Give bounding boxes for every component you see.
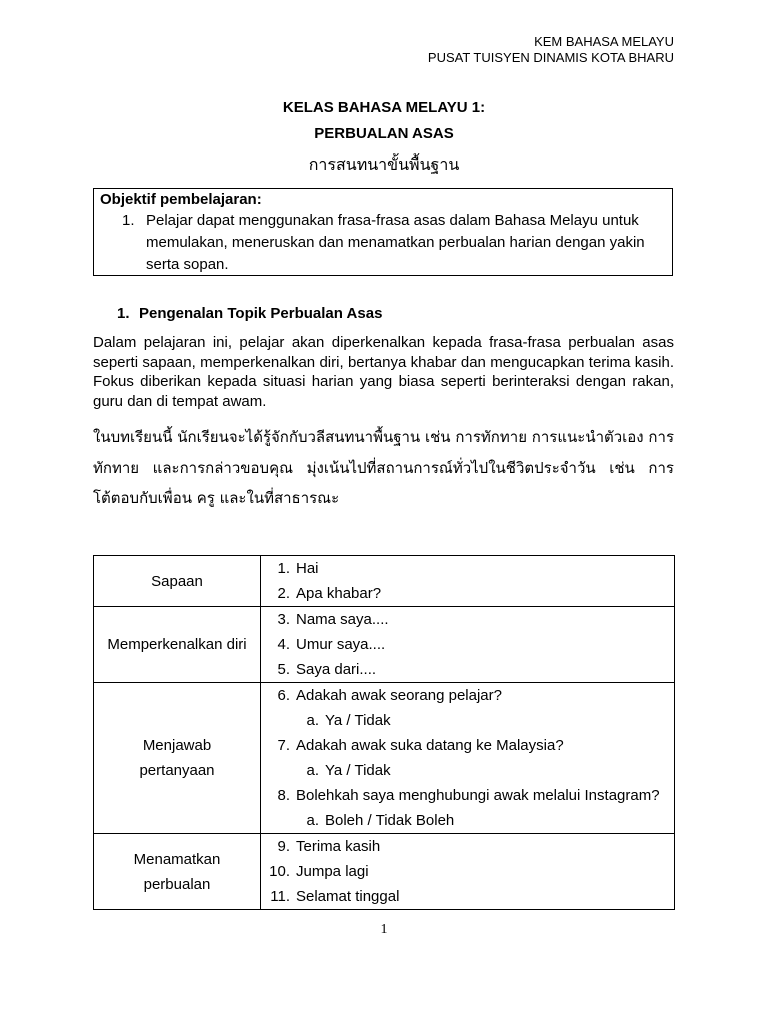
phrase-item — [261, 783, 674, 808]
item-text: Boleh / Tidak Boleh — [325, 812, 455, 829]
page-number: 1 — [380, 922, 388, 937]
phrase-item — [261, 683, 674, 708]
item-number: a. — [306, 762, 319, 779]
item-number: a. — [306, 812, 319, 829]
table-row — [94, 607, 675, 683]
item-number: 10. — [269, 863, 290, 880]
section-heading — [117, 305, 382, 322]
table-row — [94, 834, 675, 910]
phrase-item — [261, 859, 674, 884]
item-number: 7. — [277, 737, 290, 754]
phrases-cell — [261, 556, 675, 607]
phrase-item — [261, 733, 674, 758]
thai-intro-paragraph: ในบทเรียนนี้ นักเรียนจะได้รู้จักกับวลีสนทนาพื้นฐาน เช่น การทักทาย การแนะนำตัวเอง การทักทาย และการกล่าวขอบคุณ มุ่งเน้นไปที่สถานการณ์ทั่วไปในชีวิตประจำวัน เช่น การโต้ตอบกับเพื่อน ครู และในที่สาธารณะ — [93, 428, 674, 507]
item-text: Nama saya.... — [296, 611, 389, 628]
item-text: Apa khabar? — [296, 585, 382, 602]
document-header — [428, 34, 674, 66]
item-text: Saya dari.... — [296, 661, 377, 678]
item-text: Terima kasih — [296, 838, 381, 855]
answer-item — [261, 758, 674, 783]
item-number: 9. — [277, 838, 290, 855]
item-text: Jumpa lagi — [296, 863, 369, 880]
category-cell: Memperkenalkan diri — [94, 607, 261, 683]
category-cell: Sapaan — [94, 556, 261, 607]
header-line-2: PUSAT TUISYEN DINAMIS KOTA BHARU — [427, 50, 674, 65]
category-cell: Menjawab pertanyaan — [94, 683, 261, 834]
page-subtitle: PERBUALAN ASAS — [314, 125, 454, 142]
header-line-1: KEM BAHASA MELAYU — [534, 34, 674, 49]
phrase-item — [261, 607, 674, 632]
phrase-item — [261, 556, 674, 581]
item-text: Hai — [296, 560, 319, 577]
phrase-table — [93, 555, 675, 910]
objective-item-text: Pelajar dapat menggunakan frasa-frasa asas dalam Bahasa Melayu untuk memulakan, meneruskan dan menamatkan perbualan harian dengan yakin serta sopan. — [146, 212, 645, 273]
objective-item-number: 1. — [122, 212, 135, 229]
thai-subtitle: การสนทนาขั้นพื้นฐาน — [308, 155, 460, 174]
item-text: Bolehkah saya menghubungi awak melalui Instagram? — [296, 787, 660, 804]
objective-heading: Objektif pembelajaran: — [100, 191, 262, 208]
item-number: 11. — [270, 888, 290, 905]
item-number: 5. — [277, 661, 290, 678]
item-text: Adakah awak seorang pelajar? — [296, 687, 502, 704]
answer-item — [261, 708, 674, 733]
phrase-item — [261, 632, 674, 657]
item-text: Umur saya.... — [296, 636, 386, 653]
item-text: Selamat tinggal — [296, 888, 400, 905]
phrase-item — [261, 884, 674, 909]
intro-paragraph: Dalam pelajaran ini, pelajar akan diperkenalkan kepada frasa-frasa perbualan asas seperti sapaan, memperkenalkan diri, bertanya khabar dan mengucapkan terima kasih. Fokus diberikan kepada situasi harian yang biasa seperti berinteraksi dengan rakan, guru dan di tempat awam. — [93, 334, 674, 410]
phrase-item — [261, 834, 674, 859]
section-number: 1. — [117, 305, 130, 322]
item-number: 6. — [277, 687, 290, 704]
item-number: 2. — [277, 585, 290, 602]
category-cell: Menamatkan perbualan — [94, 834, 261, 910]
item-number: 1. — [277, 560, 290, 577]
phrase-item — [261, 657, 674, 682]
phrase-item — [261, 581, 674, 606]
item-number: 4. — [277, 636, 290, 653]
page-title: KELAS BAHASA MELAYU 1: — [282, 99, 486, 116]
section-title: Pengenalan Topik Perbualan Asas — [139, 305, 383, 322]
item-number: 3. — [277, 611, 290, 628]
phrases-cell — [261, 834, 675, 910]
item-number: a. — [306, 712, 319, 729]
table-row — [94, 683, 675, 834]
item-text: Ya / Tidak — [325, 712, 391, 729]
answer-item — [261, 808, 674, 833]
item-number: 8. — [277, 787, 290, 804]
item-text: Ya / Tidak — [325, 762, 391, 779]
item-text: Adakah awak suka datang ke Malaysia? — [296, 737, 564, 754]
objective-item — [100, 210, 666, 276]
objective-box — [93, 188, 673, 276]
phrases-cell — [261, 683, 675, 834]
table-row — [94, 556, 675, 607]
phrases-cell — [261, 607, 675, 683]
